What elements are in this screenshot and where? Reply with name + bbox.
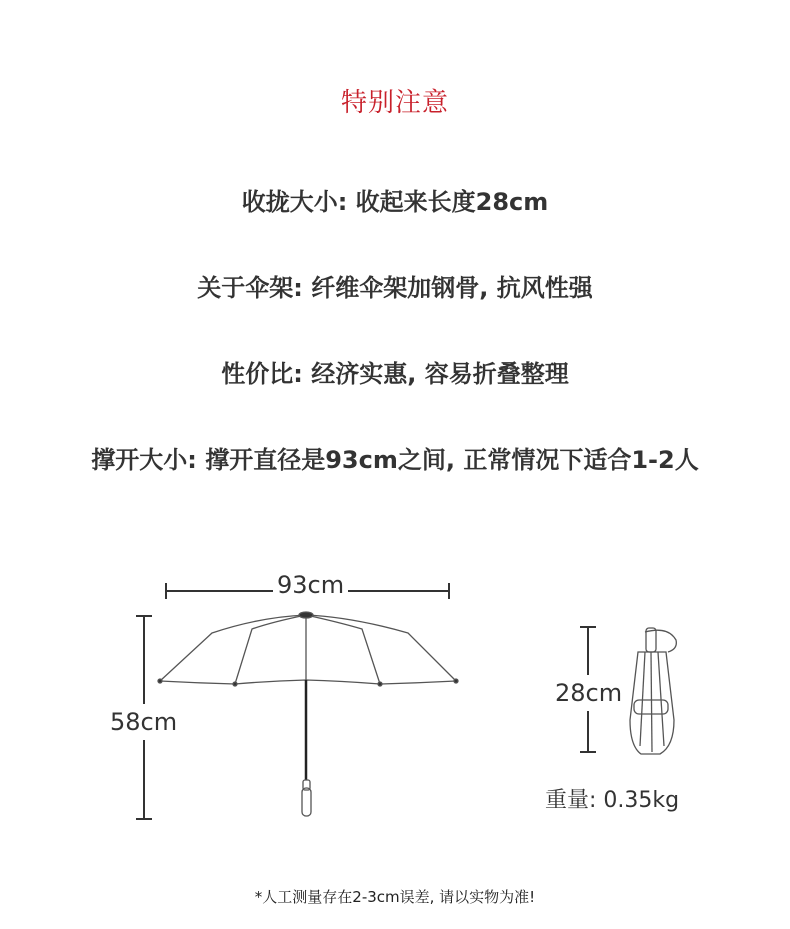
- folded-umbrella-icon: [630, 628, 676, 754]
- page-title: 特别注意: [340, 88, 449, 118]
- umbrella-diagram: [0, 560, 790, 860]
- spec-open-size: 撑开大小: 撑开直径是93cm之间, 正常情况下适合1-2人: [91, 446, 699, 474]
- width-label: 93cm: [273, 571, 348, 599]
- spec-folded-size: 收拢大小: 收起来长度28cm: [241, 188, 549, 216]
- folded-length-label: 28cm: [555, 675, 622, 711]
- spec-frame: 关于伞架: 纤维伞架加钢骨, 抗风性强: [197, 274, 593, 302]
- height-label: 58cm: [110, 704, 177, 740]
- weight-label: 重量: 0.35kg: [545, 788, 680, 813]
- footnote: *人工测量存在2-3cm误差, 请以实物为准!: [254, 888, 536, 906]
- open-umbrella-icon: [158, 612, 458, 816]
- spec-value: 性价比: 经济实惠, 容易折叠整理: [221, 360, 569, 388]
